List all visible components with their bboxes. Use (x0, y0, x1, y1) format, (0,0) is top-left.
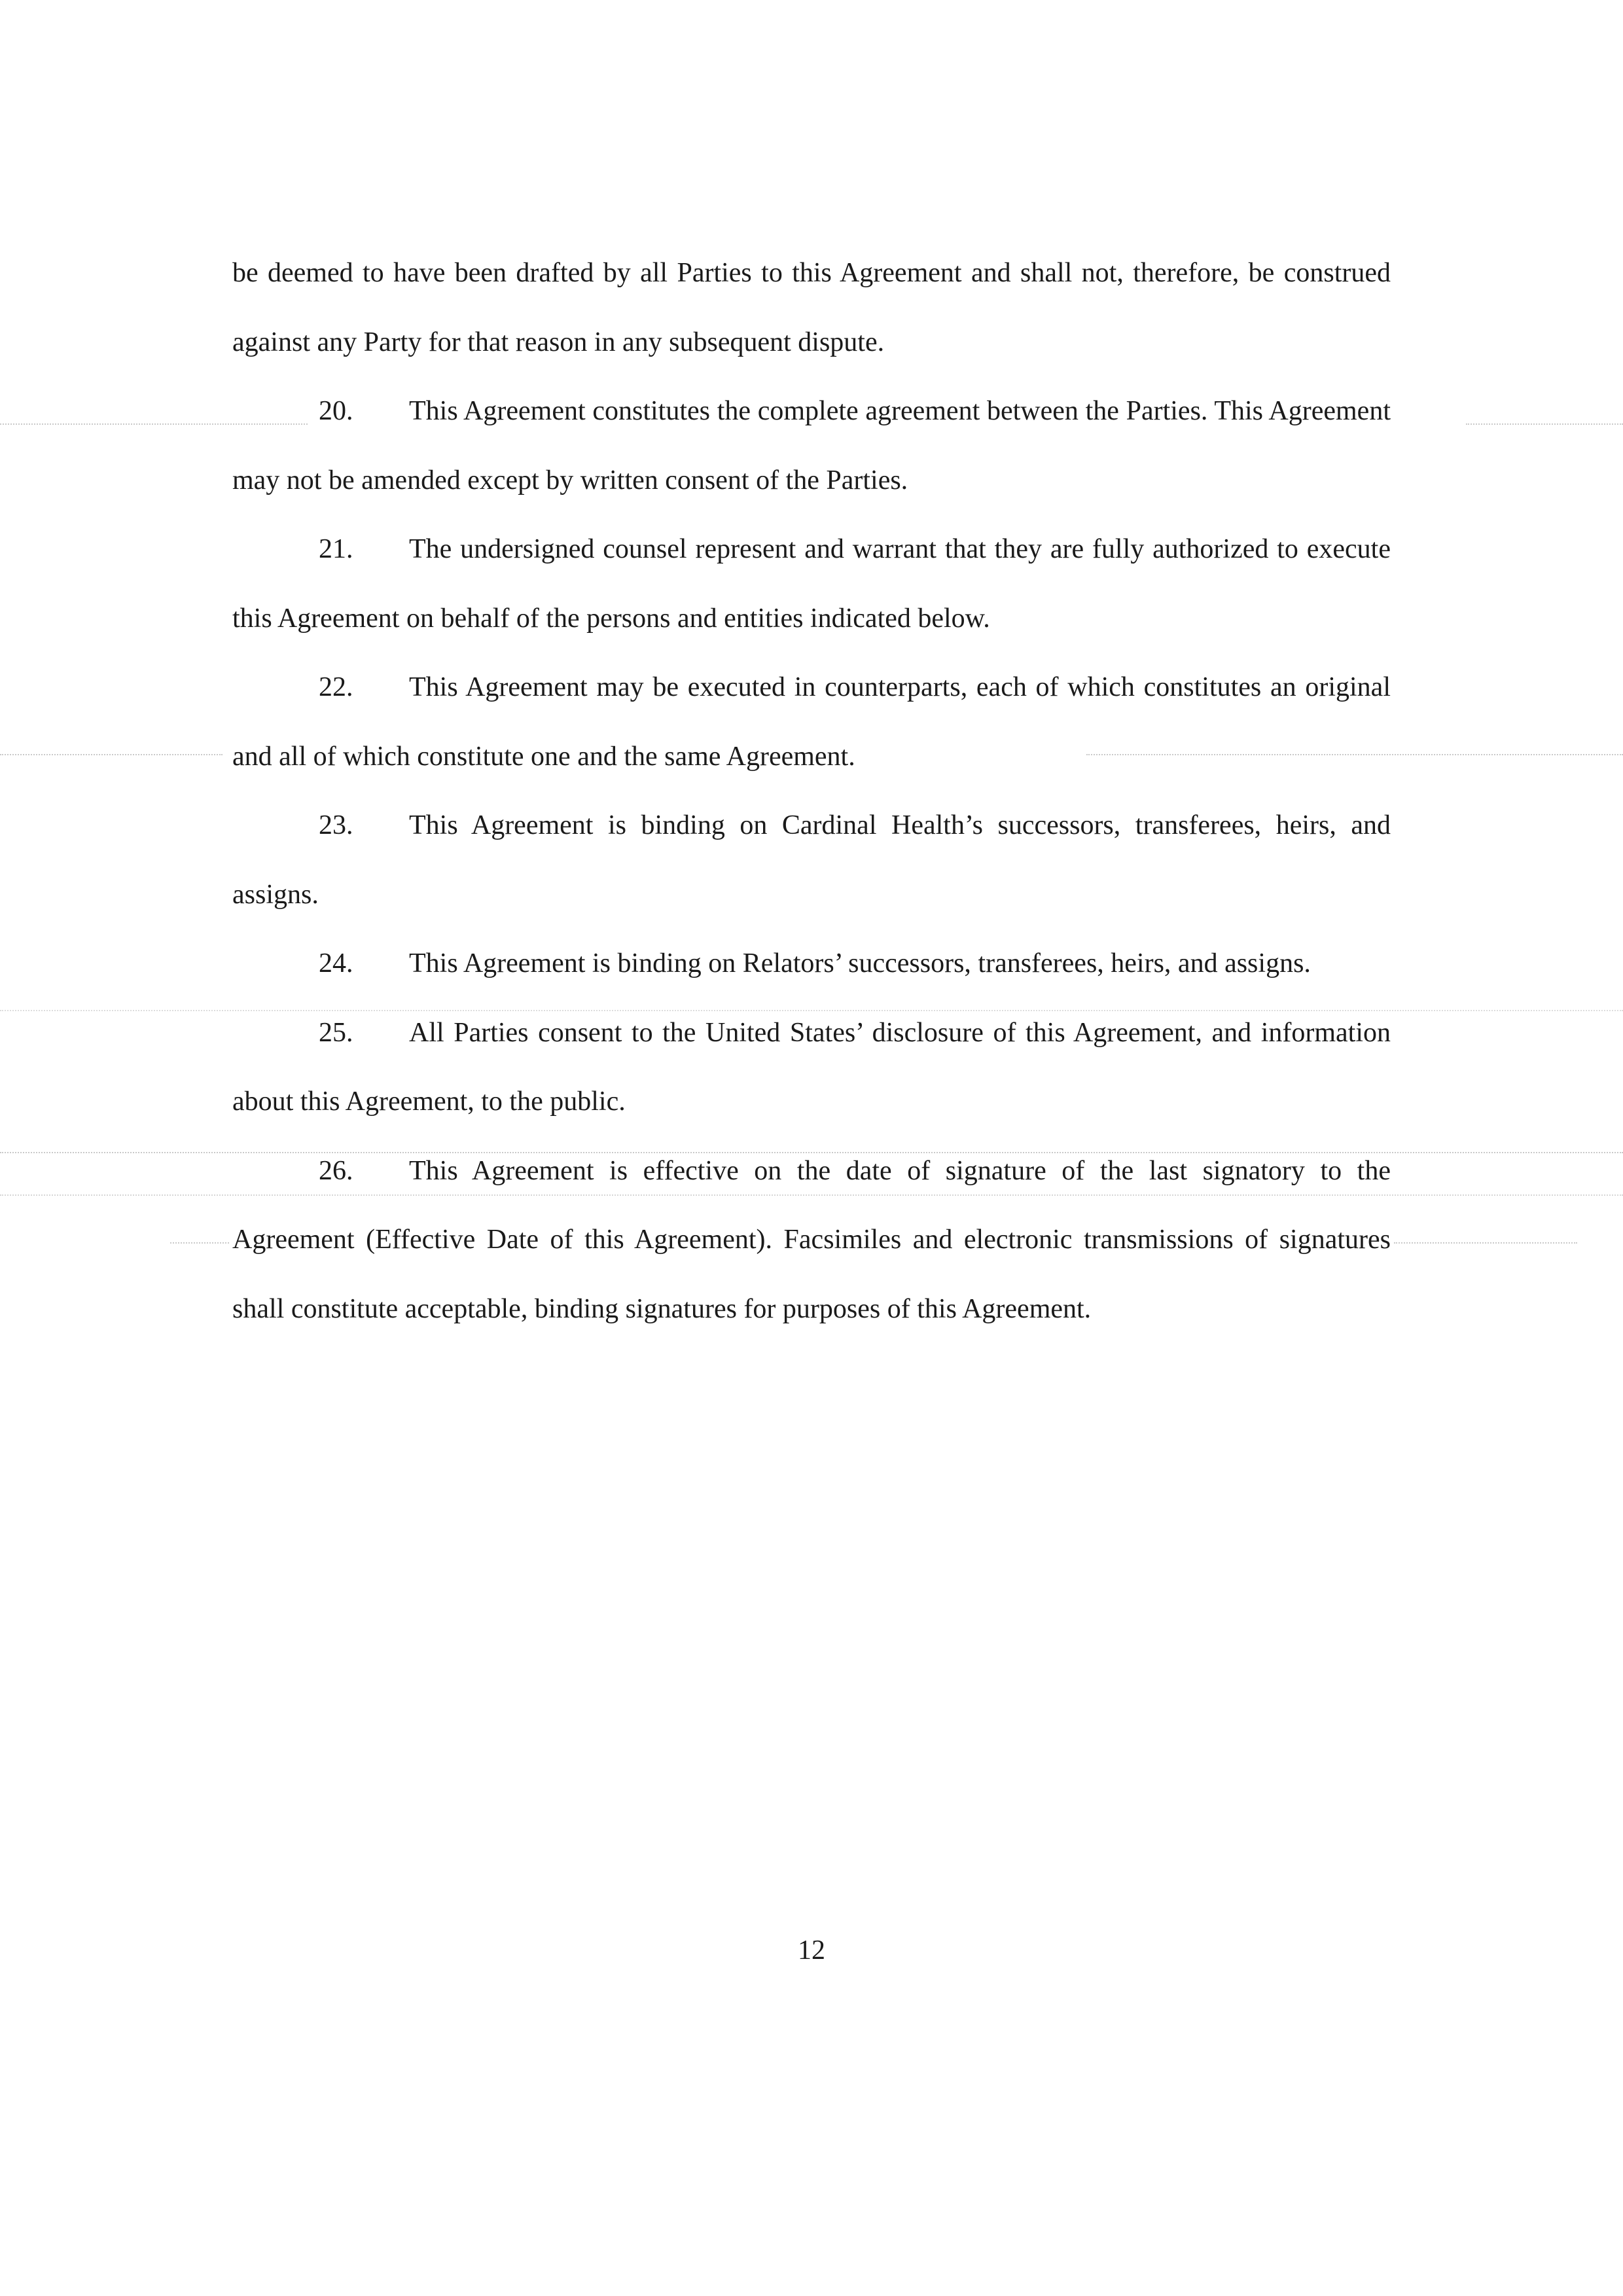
scan-artifact (0, 754, 223, 755)
agreement-body (232, 239, 1391, 1344)
scan-artifact (170, 1242, 229, 1244)
paragraph-21 (232, 515, 1391, 653)
paragraph-text: This Agreement is effective on the date of signature of the last signatory to the Agreement (Effective Date of this Agreement). Facsimiles and electronic transmissions of signatures shall constitute acceptable, binding signatures for purposes of this Agreement. (232, 1155, 1391, 1324)
paragraph-number: 24. (319, 948, 353, 978)
scan-artifact (1466, 423, 1623, 425)
paragraph-number: 20. (319, 396, 353, 426)
paragraph-25 (232, 999, 1391, 1137)
paragraph-number: 25. (319, 1017, 353, 1048)
paragraph-number: 22. (319, 672, 353, 702)
paragraph-text: The undersigned counsel represent and warrant that they are fully authorized to execute this Agreement on behalf of the persons and entities indicated below. (232, 534, 1391, 634)
paragraph-20 (232, 377, 1391, 515)
paragraph-23 (232, 791, 1391, 929)
page-number: 12 (798, 1935, 825, 1965)
scan-artifact (1394, 1242, 1577, 1244)
paragraph-text: This Agreement constitutes the complete agreement between the Parties. This Agreement may not be amended except by written consent of the Parties. (232, 396, 1391, 495)
paragraph-22 (232, 653, 1391, 791)
paragraph-number: 21. (319, 534, 353, 564)
paragraph-text: All Parties consent to the United States’ disclosure of this Agreement, and information about this Agreement, to the public. (232, 1017, 1391, 1117)
paragraph-text: This Agreement is binding on Cardinal Health’s successors, transferees, heirs, and assigns. (232, 810, 1391, 910)
paragraph-text: This Agreement may be executed in counterparts, each of which constitutes an original and all of which constitute one and the same Agreement. (232, 672, 1391, 772)
paragraph-text: This Agreement is binding on Relators’ successors, transferees, heirs, and assigns. (409, 948, 1311, 978)
paragraph-26 (232, 1137, 1391, 1344)
paragraph-number: 26. (319, 1155, 353, 1186)
paragraph-number: 23. (319, 810, 353, 840)
continuation-paragraph: be deemed to have been drafted by all Parties to this Agreement and shall not, therefore, be construed against any Party for that reason in any subsequent dispute. (232, 258, 1391, 357)
paragraph-24 (232, 929, 1391, 999)
